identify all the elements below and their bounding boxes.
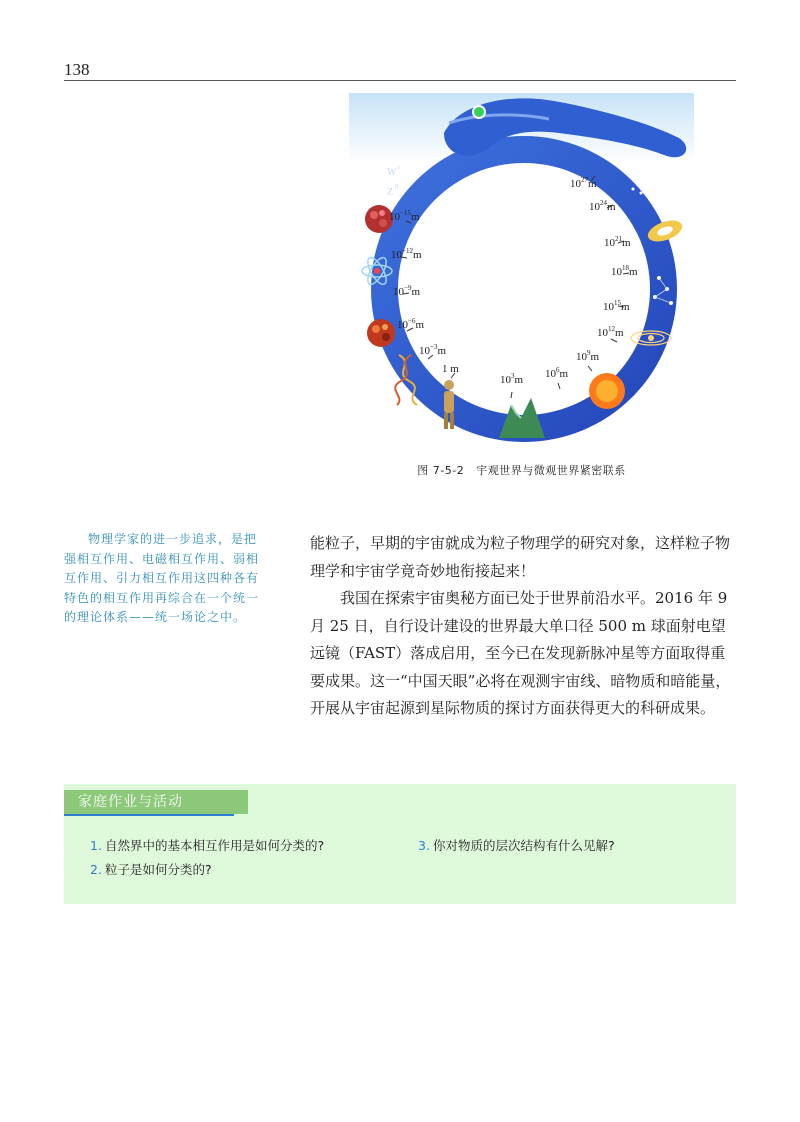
scale-label: $10^3m$ — [500, 372, 524, 386]
symbol-z-sup: 0 — [395, 183, 399, 191]
homework-title: 家庭作业与活动 — [64, 790, 248, 814]
homework-item-text: 自然界中的基本相互作用是如何分类的? — [104, 838, 325, 853]
scale-label: $10^{15}m$ — [603, 299, 630, 313]
cell-icon — [367, 319, 395, 347]
body-text — [310, 530, 736, 723]
ouroboros-illustration — [349, 93, 694, 445]
scale-label: $10^9m$ — [576, 349, 600, 363]
scale-label: 1 m — [442, 363, 459, 375]
scale-label: $10^{18}m$ — [611, 264, 638, 278]
body-paragraph-1: 能粒子，早期的宇宙就成为粒子物理学的研究对象，这样粒子物理学和宇宙学竟奇妙地衔接起来！ — [310, 534, 731, 580]
header-rule — [64, 80, 736, 81]
boson-symbols — [387, 163, 401, 198]
body-paragraph-2: 我国在探索宇宙奥秘方面已处于世界前沿水平。2016 年 9 月 25 日，自行设计建设的世界最大单口径 500 m 球面射电望远镜（FAST）落成启用，至今已在发现新脉冲星等方面取得重要成果。这一“中国天眼”必将在观测宇宙线、暗物质和暗能量，开展从宇宙起源到星际物质的探讨方面获得更大的科研成果。 — [310, 589, 731, 717]
homework-item-1 — [90, 836, 324, 854]
page-number: 138 — [64, 60, 90, 79]
figure-caption-number: 图 7-5-2 — [417, 464, 465, 477]
scale-label: $10^{-9}m$ — [393, 284, 421, 298]
homework-item-2 — [90, 860, 212, 878]
sidenote-text: 物理学家的进一步追求，是把强相互作用、电磁相互作用、弱相互作用、引力相互作用这四种各有特色的相互作用再综合在一个统一的理论体系——统一场论之中。 — [64, 532, 260, 624]
sidenote — [64, 530, 264, 628]
homework-item-text: 粒子是如何分类的? — [104, 862, 212, 877]
symbol-w: W — [387, 167, 397, 178]
scale-label: $10^{-15}m$ — [389, 209, 420, 223]
snake-eye — [473, 106, 485, 118]
figure-caption-text: 宇观世界与微观世界紧密联系 — [476, 464, 626, 477]
homework-title-underline — [64, 814, 234, 816]
homework-item-number: 3. — [418, 838, 430, 853]
homework-item-number: 2. — [90, 862, 102, 877]
homework-box — [64, 784, 736, 904]
symbol-w-sup: ± — [397, 163, 401, 171]
sun-icon — [589, 373, 625, 409]
scale-label: $10^{27}m$ — [570, 176, 597, 190]
scale-label: $10^{21}m$ — [604, 235, 631, 249]
figure-caption — [349, 462, 694, 478]
scale-label: $10^6m$ — [545, 366, 569, 380]
scale-label: $10^{24}m$ — [589, 199, 616, 213]
symbol-z: Z — [387, 187, 394, 198]
scale-label: $10^{-12}m$ — [391, 247, 422, 261]
ouroboros-figure — [349, 93, 694, 445]
scale-label: $10^{12}m$ — [597, 325, 624, 339]
scale-label: $10^{-3}m$ — [419, 343, 447, 357]
homework-item-text: 你对物质的层次结构有什么见解? — [432, 838, 615, 853]
homework-item-3 — [418, 836, 615, 854]
scale-label: $10^{-6}m$ — [397, 317, 425, 331]
homework-item-number: 1. — [90, 838, 102, 853]
